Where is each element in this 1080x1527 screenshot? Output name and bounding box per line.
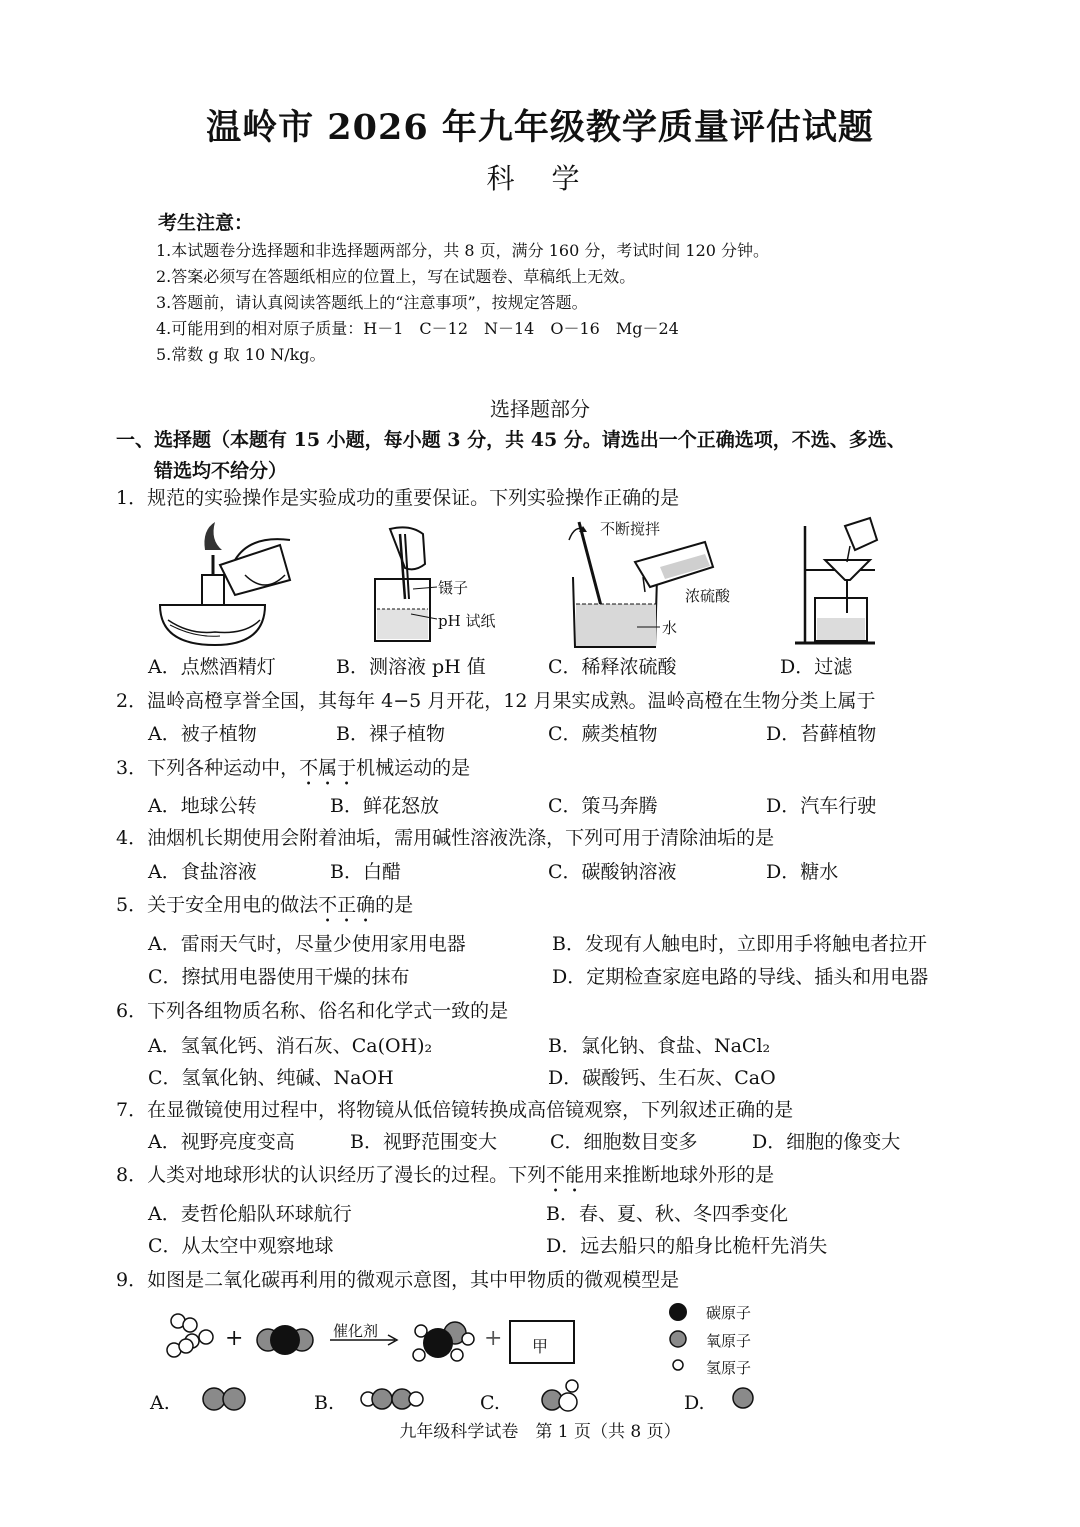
question-8-stem: 8．人类对地球形状的认识经历了漫长的过程。下列不能用来推断地球外形的是 bbox=[116, 1164, 775, 1186]
notice-item: 1.本试题卷分选择题和非选择题两部分，共 8 页，满分 160 分，考试时间 120 分钟。 bbox=[156, 241, 770, 260]
molecule-c[interactable] bbox=[542, 1378, 584, 1416]
question-2-stem: 2．温岭高橙享誉全国，其每年 4−5 月开花，12 月果实成熟。温岭高橙在生物分类上属于 bbox=[116, 690, 876, 712]
legend-hydrogen: 氢原子 bbox=[706, 1359, 752, 1377]
q8-option-c[interactable]: C．从太空中观察地球 bbox=[148, 1235, 334, 1257]
q2-option-d[interactable]: D．苔藓植物 bbox=[766, 723, 877, 745]
section-title: 选择题部分 bbox=[490, 397, 590, 421]
molecule-b[interactable] bbox=[358, 1385, 428, 1413]
q9-option-b[interactable]: B. bbox=[314, 1392, 335, 1414]
molecule-a[interactable] bbox=[200, 1385, 250, 1413]
question-6-stem: 6．下列各组物质名称、俗名和化学式一致的是 bbox=[116, 1000, 509, 1022]
ph-paper-label: pH 试纸 bbox=[438, 612, 496, 630]
q9-option-d[interactable]: D. bbox=[684, 1392, 705, 1414]
ph-test-figure bbox=[365, 524, 445, 646]
q6-option-d[interactable]: D．碳酸钙、生石灰、CaO bbox=[548, 1067, 776, 1089]
q4-option-d[interactable]: D．糖水 bbox=[766, 861, 839, 883]
stir-label: 不断搅拌 bbox=[600, 520, 661, 538]
notice-item: 4.可能用到的相对原子质量：H－1 C－12 N－14 O－16 Mg－24 bbox=[156, 319, 679, 338]
q6-option-b[interactable]: B．氯化钠、食盐、NaCl₂ bbox=[548, 1035, 771, 1057]
question-1-stem: 1．规范的实验操作是实验成功的重要保证。下列实验操作正确的是 bbox=[116, 487, 680, 509]
question-7-stem: 7．在显微镜使用过程中，将物镜从低倍镜转换成高倍镜观察，下列叙述正确的是 bbox=[116, 1099, 794, 1121]
q3-option-b[interactable]: B．鲜花怒放 bbox=[330, 795, 439, 817]
legend-carbon: 碳原子 bbox=[706, 1304, 752, 1322]
q9-option-a[interactable]: A. bbox=[150, 1392, 170, 1414]
alcohol-lamp-figure bbox=[150, 520, 300, 650]
notice-item: 3.答题前，请认真阅读答题纸上的“注意事项”，按规定答题。 bbox=[156, 293, 588, 312]
q1-option-d[interactable]: D．过滤 bbox=[780, 656, 853, 678]
q1-option-b[interactable]: B．测溶液 pH 值 bbox=[336, 656, 486, 678]
subject-title: 科 学 bbox=[486, 162, 594, 195]
q7-option-c[interactable]: C．细胞数目变多 bbox=[550, 1131, 698, 1153]
question-9-stem: 9．如图是二氧化碳再利用的微观示意图，其中甲物质的微观模型是 bbox=[116, 1269, 680, 1291]
q8-option-a[interactable]: A．麦哲伦船队环球航行 bbox=[148, 1203, 352, 1225]
q4-option-c[interactable]: C．碳酸钠溶液 bbox=[548, 861, 677, 883]
q4-option-b[interactable]: B．白醋 bbox=[330, 861, 401, 883]
product-label: 甲 bbox=[532, 1337, 549, 1356]
plus-sign: + bbox=[225, 1326, 244, 1351]
q5-option-d[interactable]: D．定期检查家庭电路的导线、插头和用电器 bbox=[552, 966, 929, 988]
q3-option-c[interactable]: C．策马奔腾 bbox=[548, 795, 658, 817]
q6-option-c[interactable]: C．氢氧化钠、纯碱、NaOH bbox=[148, 1067, 394, 1089]
q3-option-a[interactable]: A．地球公转 bbox=[148, 795, 257, 817]
q1-option-c[interactable]: C．稀释浓硫酸 bbox=[548, 656, 677, 678]
q9-option-c[interactable]: C. bbox=[480, 1392, 500, 1414]
question-4-stem: 4．油烟机长期使用会附着油垢，需用碱性溶液洗涤，下列可用于清除油垢的是 bbox=[116, 827, 775, 849]
q4-option-a[interactable]: A．食盐溶液 bbox=[148, 861, 257, 883]
acid-label: 浓硫酸 bbox=[685, 587, 731, 605]
q3-option-d[interactable]: D．汽车行驶 bbox=[766, 795, 877, 817]
molecule-d[interactable] bbox=[730, 1385, 758, 1413]
q5-option-a[interactable]: A．雷雨天气时，尽量少使用家用电器 bbox=[148, 933, 466, 955]
q1-option-a[interactable]: A．点燃酒精灯 bbox=[148, 656, 276, 678]
notice-item: 5.常数 g 取 10 N/kg。 bbox=[156, 345, 326, 364]
q5-option-b[interactable]: B．发现有人触电时，立即用手将触电者拉开 bbox=[552, 933, 927, 955]
filtration-figure bbox=[795, 518, 895, 650]
q5-option-c[interactable]: C．擦拭用电器使用干燥的抹布 bbox=[148, 966, 410, 988]
notice-item: 2.答案必须写在答题纸相应的位置上，写在试题卷、草稿纸上无效。 bbox=[156, 267, 636, 286]
q8-option-d[interactable]: D．远去船只的船身比桅杆先消失 bbox=[546, 1235, 828, 1257]
catalyst-label: 催化剂 bbox=[333, 1322, 379, 1340]
q2-option-c[interactable]: C．蕨类植物 bbox=[548, 723, 658, 745]
part-one-instructions: 一、选择题（本题有 15 小题，每小题 3 分，共 45 分。请选出一个正确选项，不选、多选、 错选均不给分） bbox=[116, 429, 906, 482]
q2-option-a[interactable]: A．被子植物 bbox=[148, 723, 257, 745]
water-label: 水 bbox=[662, 619, 678, 637]
atom-legend-icons bbox=[666, 1300, 696, 1380]
q6-option-a[interactable]: A．氢氧化钙、消石灰、Ca(OH)₂ bbox=[148, 1035, 433, 1057]
exam-title: 温岭市 2026 年九年级教学质量评估试题 bbox=[206, 107, 874, 148]
page-footer: 九年级科学试卷 第 1 页（共 8 页） bbox=[399, 1422, 681, 1442]
q2-option-b[interactable]: B．裸子植物 bbox=[336, 723, 445, 745]
q8-option-b[interactable]: B．春、夏、秋、冬四季变化 bbox=[546, 1203, 788, 1225]
question-5-stem: 5．关于安全用电的做法不正确的是 bbox=[116, 894, 414, 916]
notice-heading: 考生注意： bbox=[158, 212, 254, 234]
q7-option-a[interactable]: A．视野亮度变高 bbox=[148, 1131, 295, 1153]
question-3-stem: 3．下列各种运动中，不属于机械运动的是 bbox=[116, 757, 471, 779]
plus-sign: + bbox=[484, 1326, 503, 1351]
legend-oxygen: 氧原子 bbox=[706, 1332, 752, 1350]
q7-option-b[interactable]: B．视野范围变大 bbox=[350, 1131, 497, 1153]
tweezers-label: 镊子 bbox=[438, 579, 469, 597]
q7-option-d[interactable]: D．细胞的像变大 bbox=[752, 1131, 901, 1153]
